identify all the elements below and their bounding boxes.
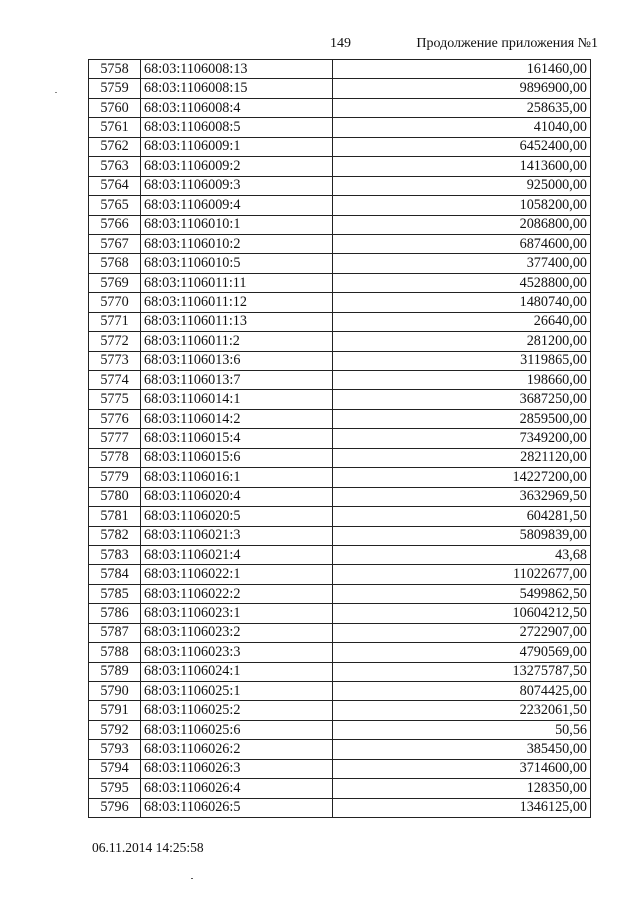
table-row	[89, 390, 591, 409]
cadastral-number-cell: 68:03:1106021:4	[141, 545, 333, 564]
cadastral-value-cell: 11022677,00	[333, 565, 591, 584]
table-row	[89, 234, 591, 253]
row-number-cell: 5775	[89, 390, 141, 409]
row-number-cell: 5762	[89, 137, 141, 156]
table-row	[89, 507, 591, 526]
cadastral-number-cell: 68:03:1106015:4	[141, 429, 333, 448]
row-number-cell: 5786	[89, 604, 141, 623]
cadastral-number-cell: 68:03:1106011:2	[141, 332, 333, 351]
cadastral-number-cell: 68:03:1106008:5	[141, 118, 333, 137]
table-row	[89, 351, 591, 370]
cadastral-number-cell: 68:03:1106009:1	[141, 137, 333, 156]
row-number-cell: 5770	[89, 293, 141, 312]
cadastral-value-cell: 3714600,00	[333, 759, 591, 778]
row-number-cell: 5796	[89, 798, 141, 817]
row-number-cell: 5771	[89, 312, 141, 331]
cadastral-number-cell: 68:03:1106022:2	[141, 584, 333, 603]
table-row	[89, 254, 591, 273]
cadastral-value-cell: 10604212,50	[333, 604, 591, 623]
cadastral-number-cell: 68:03:1106025:6	[141, 720, 333, 739]
table-row	[89, 487, 591, 506]
table-row	[89, 371, 591, 390]
table-row	[89, 79, 591, 98]
cadastral-number-cell: 68:03:1106014:1	[141, 390, 333, 409]
cadastral-number-cell: 68:03:1106023:3	[141, 643, 333, 662]
cadastral-value-cell: 41040,00	[333, 118, 591, 137]
row-number-cell: 5781	[89, 507, 141, 526]
row-number-cell: 5794	[89, 759, 141, 778]
row-number-cell: 5792	[89, 720, 141, 739]
table-row	[89, 176, 591, 195]
cadastral-number-cell: 68:03:1106023:1	[141, 604, 333, 623]
cadastral-value-cell: 198660,00	[333, 371, 591, 390]
row-number-cell: 5772	[89, 332, 141, 351]
cadastral-value-cell: 2722907,00	[333, 623, 591, 642]
table-row	[89, 409, 591, 428]
cadastral-value-cell: 5809839,00	[333, 526, 591, 545]
cadastral-number-cell: 68:03:1106009:2	[141, 157, 333, 176]
print-timestamp: 06.11.2014 14:25:58	[92, 840, 204, 855]
table-row	[89, 682, 591, 701]
row-number-cell: 5784	[89, 565, 141, 584]
table-row	[89, 701, 591, 720]
scan-speck	[55, 92, 57, 93]
cadastral-value-cell: 604281,50	[333, 507, 591, 526]
cadastral-number-cell: 68:03:1106010:5	[141, 254, 333, 273]
table-row	[89, 584, 591, 603]
cadastral-value-cell: 43,68	[333, 545, 591, 564]
cadastral-number-cell: 68:03:1106026:4	[141, 779, 333, 798]
table-row	[89, 273, 591, 292]
table-row	[89, 720, 591, 739]
cadastral-number-cell: 68:03:1106010:2	[141, 234, 333, 253]
table-row	[89, 137, 591, 156]
row-number-cell: 5769	[89, 273, 141, 292]
row-number-cell: 5790	[89, 682, 141, 701]
cadastral-number-cell: 68:03:1106020:5	[141, 507, 333, 526]
table-row	[89, 759, 591, 778]
cadastral-value-cell: 9896900,00	[333, 79, 591, 98]
row-number-cell: 5774	[89, 371, 141, 390]
row-number-cell: 5761	[89, 118, 141, 137]
row-number-cell: 5758	[89, 60, 141, 79]
table-row	[89, 118, 591, 137]
row-number-cell: 5768	[89, 254, 141, 273]
cadastral-value-cell: 258635,00	[333, 98, 591, 117]
cadastral-value-cell: 4528800,00	[333, 273, 591, 292]
row-number-cell: 5773	[89, 351, 141, 370]
cadastral-number-cell: 68:03:1106013:7	[141, 371, 333, 390]
cadastral-value-cell: 14227200,00	[333, 468, 591, 487]
cadastral-value-cell: 2086800,00	[333, 215, 591, 234]
cadastral-number-cell: 68:03:1106026:3	[141, 759, 333, 778]
cadastral-number-cell: 68:03:1106013:6	[141, 351, 333, 370]
cadastral-number-cell: 68:03:1106009:4	[141, 196, 333, 215]
cadastral-number-cell: 68:03:1106026:5	[141, 798, 333, 817]
cadastral-value-cell: 13275787,50	[333, 662, 591, 681]
cadastral-number-cell: 68:03:1106022:1	[141, 565, 333, 584]
table-row	[89, 60, 591, 79]
row-number-cell: 5783	[89, 545, 141, 564]
table-row	[89, 545, 591, 564]
cadastral-number-cell: 68:03:1106008:4	[141, 98, 333, 117]
table-row	[89, 196, 591, 215]
table-row	[89, 623, 591, 642]
cadastral-value-cell: 6874600,00	[333, 234, 591, 253]
table-row	[89, 448, 591, 467]
cadastral-value-cell: 2232061,50	[333, 701, 591, 720]
cadastral-value-cell: 5499862,50	[333, 584, 591, 603]
cadastral-number-cell: 68:03:1106008:13	[141, 60, 333, 79]
table-row	[89, 332, 591, 351]
cadastral-value-table	[88, 59, 591, 818]
row-number-cell: 5791	[89, 701, 141, 720]
cadastral-value-cell: 6452400,00	[333, 137, 591, 156]
cadastral-value-cell: 3632969,50	[333, 487, 591, 506]
cadastral-number-cell: 68:03:1106011:13	[141, 312, 333, 331]
cadastral-value-cell: 50,56	[333, 720, 591, 739]
cadastral-number-cell: 68:03:1106026:2	[141, 740, 333, 759]
cadastral-value-cell: 2821120,00	[333, 448, 591, 467]
cadastral-number-cell: 68:03:1106025:2	[141, 701, 333, 720]
cadastral-value-cell: 1413600,00	[333, 157, 591, 176]
cadastral-number-cell: 68:03:1106014:2	[141, 409, 333, 428]
cadastral-value-cell: 1058200,00	[333, 196, 591, 215]
row-number-cell: 5764	[89, 176, 141, 195]
cadastral-value-cell: 1346125,00	[333, 798, 591, 817]
cadastral-number-cell: 68:03:1106025:1	[141, 682, 333, 701]
table-row	[89, 468, 591, 487]
table-row	[89, 740, 591, 759]
row-number-cell: 5776	[89, 409, 141, 428]
cadastral-number-cell: 68:03:1106011:12	[141, 293, 333, 312]
cadastral-number-cell: 68:03:1106021:3	[141, 526, 333, 545]
cadastral-value-cell: 281200,00	[333, 332, 591, 351]
cadastral-value-cell: 161460,00	[333, 60, 591, 79]
row-number-cell: 5763	[89, 157, 141, 176]
table-row	[89, 429, 591, 448]
cadastral-value-cell: 2859500,00	[333, 409, 591, 428]
cadastral-value-cell: 4790569,00	[333, 643, 591, 662]
cadastral-number-cell: 68:03:1106010:1	[141, 215, 333, 234]
row-number-cell: 5767	[89, 234, 141, 253]
cadastral-number-cell: 68:03:1106024:1	[141, 662, 333, 681]
cadastral-value-cell: 385450,00	[333, 740, 591, 759]
row-number-cell: 5793	[89, 740, 141, 759]
cadastral-value-cell: 26640,00	[333, 312, 591, 331]
cadastral-value-cell: 8074425,00	[333, 682, 591, 701]
row-number-cell: 5779	[89, 468, 141, 487]
cadastral-value-cell: 128350,00	[333, 779, 591, 798]
row-number-cell: 5777	[89, 429, 141, 448]
cadastral-value-cell: 1480740,00	[333, 293, 591, 312]
cadastral-number-cell: 68:03:1106023:2	[141, 623, 333, 642]
row-number-cell: 5778	[89, 448, 141, 467]
row-number-cell: 5759	[89, 79, 141, 98]
table-row	[89, 779, 591, 798]
table-row	[89, 643, 591, 662]
row-number-cell: 5782	[89, 526, 141, 545]
cadastral-number-cell: 68:03:1106020:4	[141, 487, 333, 506]
table-row	[89, 98, 591, 117]
page-number: 149	[330, 36, 351, 51]
row-number-cell: 5795	[89, 779, 141, 798]
cadastral-number-cell: 68:03:1106011:11	[141, 273, 333, 292]
cadastral-number-cell: 68:03:1106008:15	[141, 79, 333, 98]
table-row	[89, 662, 591, 681]
row-number-cell: 5766	[89, 215, 141, 234]
cadastral-value-cell: 7349200,00	[333, 429, 591, 448]
table-row	[89, 798, 591, 817]
table-row	[89, 526, 591, 545]
table-row	[89, 604, 591, 623]
table-body	[89, 60, 591, 818]
cadastral-value-cell: 925000,00	[333, 176, 591, 195]
row-number-cell: 5785	[89, 584, 141, 603]
row-number-cell: 5760	[89, 98, 141, 117]
cadastral-value-cell: 3119865,00	[333, 351, 591, 370]
cadastral-number-cell: 68:03:1106009:3	[141, 176, 333, 195]
table-row	[89, 157, 591, 176]
row-number-cell: 5765	[89, 196, 141, 215]
row-number-cell: 5788	[89, 643, 141, 662]
cadastral-number-cell: 68:03:1106016:1	[141, 468, 333, 487]
row-number-cell: 5789	[89, 662, 141, 681]
table-row	[89, 565, 591, 584]
row-number-cell: 5780	[89, 487, 141, 506]
cadastral-number-cell: 68:03:1106015:6	[141, 448, 333, 467]
cadastral-value-cell: 3687250,00	[333, 390, 591, 409]
table-row	[89, 312, 591, 331]
table-row	[89, 293, 591, 312]
appendix-continuation-title: Продолжение приложения №1	[416, 36, 598, 51]
cadastral-value-cell: 377400,00	[333, 254, 591, 273]
scan-speck	[191, 878, 193, 879]
table-row	[89, 215, 591, 234]
row-number-cell: 5787	[89, 623, 141, 642]
